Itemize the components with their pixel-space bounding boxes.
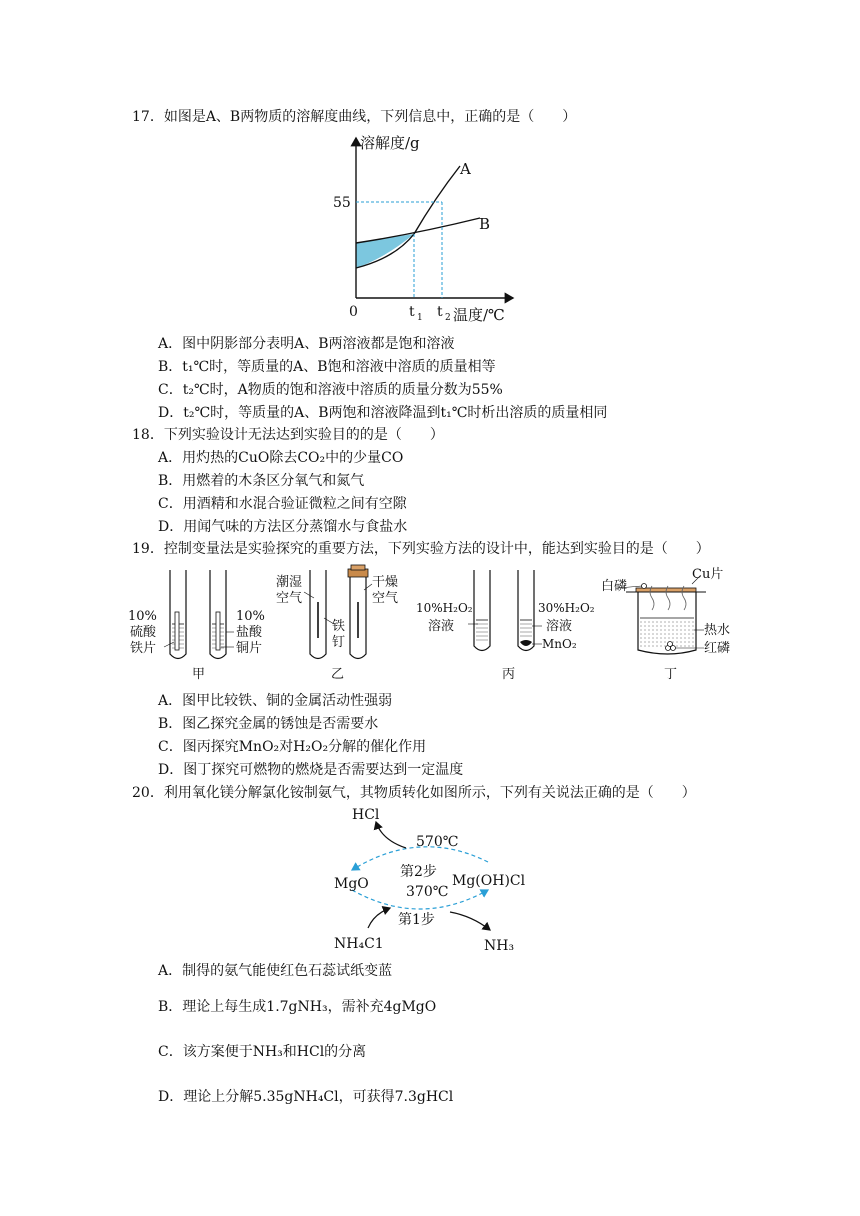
t1-label: t [409, 304, 415, 320]
yi-nail-2: 钉 [332, 635, 346, 650]
bing-left-label: 溶液 [428, 619, 455, 634]
t1-subscript: 1 [417, 313, 423, 323]
step-2-label: 第2步 [400, 864, 437, 880]
t2-subscript: 2 [445, 313, 451, 323]
curve-a-label: A [460, 160, 471, 178]
q19-stem: 19．控制变量法是实验探究的重要方法，下列实验方法的设计中，能达到实验目的是（ ） [132, 541, 710, 557]
jia-right-metal: 铜片 [236, 641, 263, 656]
ding-red-phosphorus: 红磷 [704, 641, 731, 656]
q18-option-b: B．用燃着的木条区分氧气和氮气 [158, 473, 365, 489]
yi-dry-1: 干燥 [372, 575, 399, 590]
q17-option-d: D．t₂℃时，等质量的A、B两饱和溶液降温到t₁℃时析出溶质的质量相同 [158, 405, 608, 421]
jia-right-acid: 盐酸 [236, 625, 263, 640]
solubility-graph [325, 128, 525, 328]
mgohcl-label: Mg(OH)Cl [452, 873, 526, 889]
step-1-label: 第1步 [398, 912, 435, 928]
y-mark-55: 55 [333, 195, 351, 211]
ding-label: 丁 [664, 667, 678, 682]
experiment-yi [276, 565, 398, 682]
jia-label: 甲 [192, 667, 206, 682]
q19-option-c: C．图丙探究MnO₂对H₂O₂分解的催化作用 [158, 739, 427, 755]
q18-option-a: A．用灼热的CuO除去CO₂中的少量CO [158, 450, 404, 466]
q19-option-a: A．图甲比较铁、铜的金属活动性强弱 [158, 693, 393, 709]
temp-370-label: 370℃ [406, 884, 449, 900]
origin-label: 0 [349, 304, 358, 320]
q17-option-c: C．t₂℃时，A物质的饱和溶液中溶质的质量分数为55% [158, 382, 503, 398]
mgo-label: MgO [334, 876, 369, 892]
q18-option-d: D．用闻气味的方法区分蒸馏水与食盐水 [158, 519, 408, 535]
bing-right-label: 溶液 [546, 619, 573, 634]
experiment-bing [416, 570, 595, 682]
temp-570-label: 570℃ [416, 834, 459, 850]
q17-option-a: A．图中阴影部分表明A、B两溶液都是饱和溶液 [158, 336, 455, 352]
q20-stem: 20．利用氧化镁分解氯化铵制氨气，其物质转化如图所示，下列有关说法正确的是（ ） [132, 785, 696, 801]
bing-label: 丙 [502, 667, 516, 682]
ding-white-phosphorus: 白磷 [601, 579, 628, 594]
q19-option-b: B．图乙探究金属的锈蚀是否需要水 [158, 716, 379, 732]
y-axis-label: 溶解度/g [360, 134, 420, 152]
yi-nail-1: 铁 [332, 619, 346, 634]
yi-label: 乙 [331, 667, 345, 682]
bing-catalyst: MnO₂ [542, 637, 577, 651]
ding-copper-sheet: Cu片 [692, 567, 724, 582]
q20-option-d: D．理论上分解5.35gNH₄Cl，可获得7.3gHCl [158, 1089, 454, 1105]
bing-left-solution: 10%H₂O₂ [416, 601, 473, 615]
yi-dry-2: 空气 [372, 591, 399, 606]
q18-stem: 18．下列实验设计无法达到实验目的的是（ ） [132, 427, 444, 443]
jia-left-acid: 硫酸 [130, 625, 157, 640]
jia-right-percent: 10% [236, 609, 265, 624]
experiment-ding [601, 566, 730, 682]
ding-hot-water: 热水 [704, 623, 731, 638]
shaded-region [356, 234, 414, 268]
q20-option-c: C．该方案便于NH₃和HCl的分离 [158, 1044, 367, 1060]
yi-wet-2: 空气 [276, 591, 303, 606]
x-axis-label: 温度/℃ [453, 306, 505, 324]
q17-stem: 17．如图是A、B两物质的溶解度曲线，下列信息中，正确的是（ ） [132, 109, 577, 125]
q19-option-d: D．图丁探究可燃物的燃烧是否需要达到一定温度 [158, 762, 464, 778]
conversion-diagram [320, 800, 560, 960]
hcl-label: HCl [352, 807, 380, 823]
experiment-figure [128, 562, 748, 682]
curve-b-label: B [479, 215, 491, 233]
nh3-label: NH₃ [484, 938, 515, 954]
t2-label: t [437, 304, 443, 320]
experiment-jia [128, 570, 265, 682]
q17-option-b: B．t₁℃时，等质量的A、B饱和溶液中溶质的质量相等 [158, 359, 496, 375]
jia-left-percent: 10% [128, 609, 157, 624]
jia-left-metal: 铁片 [130, 641, 157, 656]
yi-wet-1: 潮湿 [276, 575, 303, 590]
q20-option-a: A．制得的氨气能使红色石蕊试纸变蓝 [158, 963, 393, 979]
q18-option-c: C．用酒精和水混合验证微粒之间有空隙 [158, 496, 407, 512]
nh4cl-label: NH₄C1 [334, 936, 384, 952]
bing-right-solution: 30%H₂O₂ [538, 601, 595, 615]
q20-option-b: B．理论上每生成1.7gNH₃，需补充4gMgO [158, 999, 437, 1015]
curve-b [356, 218, 480, 243]
